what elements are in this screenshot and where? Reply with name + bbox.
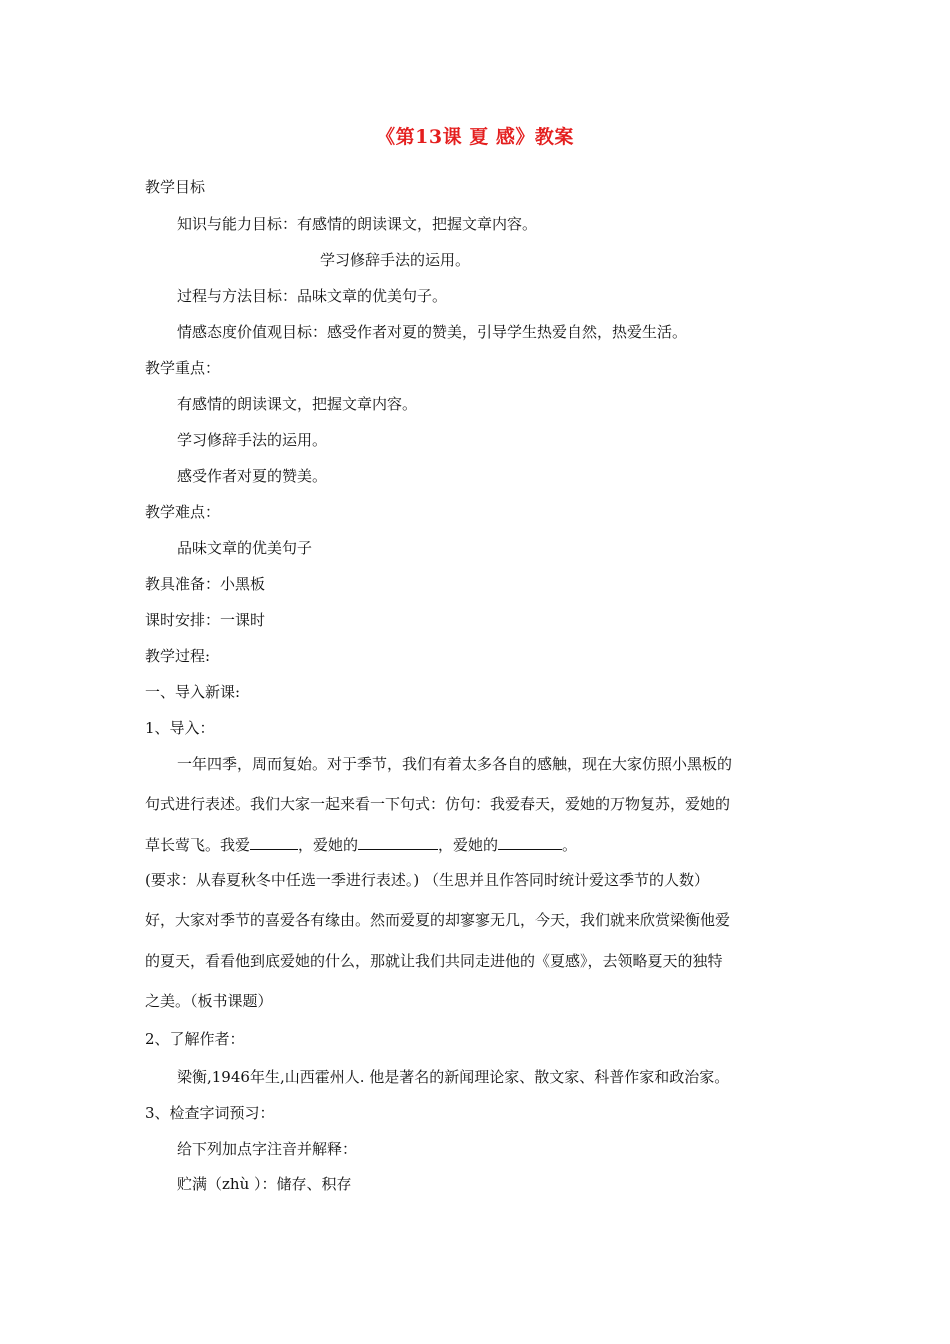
vocabulary-item-1: 贮满（zhù ）：储存、积存	[177, 1175, 352, 1193]
class-hours: 课时安排：一课时	[145, 611, 266, 629]
fill-text-2: ，爱她的	[298, 836, 359, 854]
intro-paragraph-5: 之美。（板书课题）	[145, 992, 273, 1010]
key-point-2: 学习修辞手法的运用。	[177, 431, 328, 449]
key-point-1: 有感情的朗读课文，把握文章内容。	[177, 395, 418, 413]
author-info: 梁衡,1946年生,山西霍州人. 他是著名的新闻理论家、散文家、科普作家和政治家。	[177, 1068, 730, 1086]
intro-paragraph-2: 句式进行表述。我们大家一起来看一下句式：仿句：我爱春天，爱她的万物复苏，爱她的	[145, 795, 731, 813]
step-vocabulary: 3、检查字词预习：	[145, 1104, 275, 1122]
step-intro-1: 1、导入：	[145, 719, 215, 737]
fill-text-3: ，爱她的	[438, 836, 499, 854]
teaching-tools: 教具准备：小黑板	[145, 575, 266, 593]
section-teaching-goals: 教学目标	[145, 178, 206, 196]
section-difficulty: 教学难点：	[145, 503, 221, 521]
intro-paragraph-3: 好，大家对季节的喜爱各有缘由。然而爱夏的却寥寥无几，今天，我们就来欣赏梁衡他爱	[145, 911, 731, 929]
step-author: 2、了解作者：	[145, 1030, 245, 1048]
section-key-points: 教学重点：	[145, 359, 221, 377]
intro-paragraph-4: 的夏天，看看他到底爱她的什么，那就让我们共同走进他的《夏感》，去领略夏天的独特	[145, 952, 723, 970]
fill-blank-2	[358, 833, 438, 850]
step-intro: 一、导入新课:	[145, 683, 241, 701]
section-process: 教学过程:	[145, 647, 211, 665]
fill-text-1: 草长莺飞。我爱	[145, 836, 251, 854]
requirement-line: (要求：从春夏秋冬中任选一季进行表述。) （生思并且作答同时统计爱这季节的人数）	[145, 871, 709, 889]
goal-emotion: 情感态度价值观目标：感受作者对夏的赞美，引导学生热爱自然，热爱生活。	[177, 323, 688, 341]
difficulty-1: 品味文章的优美句子	[177, 539, 313, 557]
fill-blank-1	[250, 833, 298, 850]
intro-fill-line	[145, 833, 577, 856]
fill-blank-3	[498, 833, 562, 850]
fill-text-4: 。	[562, 836, 578, 854]
goal-knowledge: 知识与能力目标：有感情的朗读课文，把握文章内容。	[177, 215, 538, 233]
goal-process: 过程与方法目标：品味文章的优美句子。	[177, 287, 448, 305]
intro-paragraph-1: 一年四季，周而复始。对于季节，我们有着太多各自的感触，现在大家仿照小黑板的	[177, 755, 733, 773]
document-title: 《第13课 夏 感》教案	[376, 126, 574, 148]
goal-knowledge-2: 学习修辞手法的运用。	[320, 251, 471, 269]
vocabulary-instruction: 给下列加点字注音并解释：	[177, 1140, 358, 1158]
key-point-3: 感受作者对夏的赞美。	[177, 467, 328, 485]
